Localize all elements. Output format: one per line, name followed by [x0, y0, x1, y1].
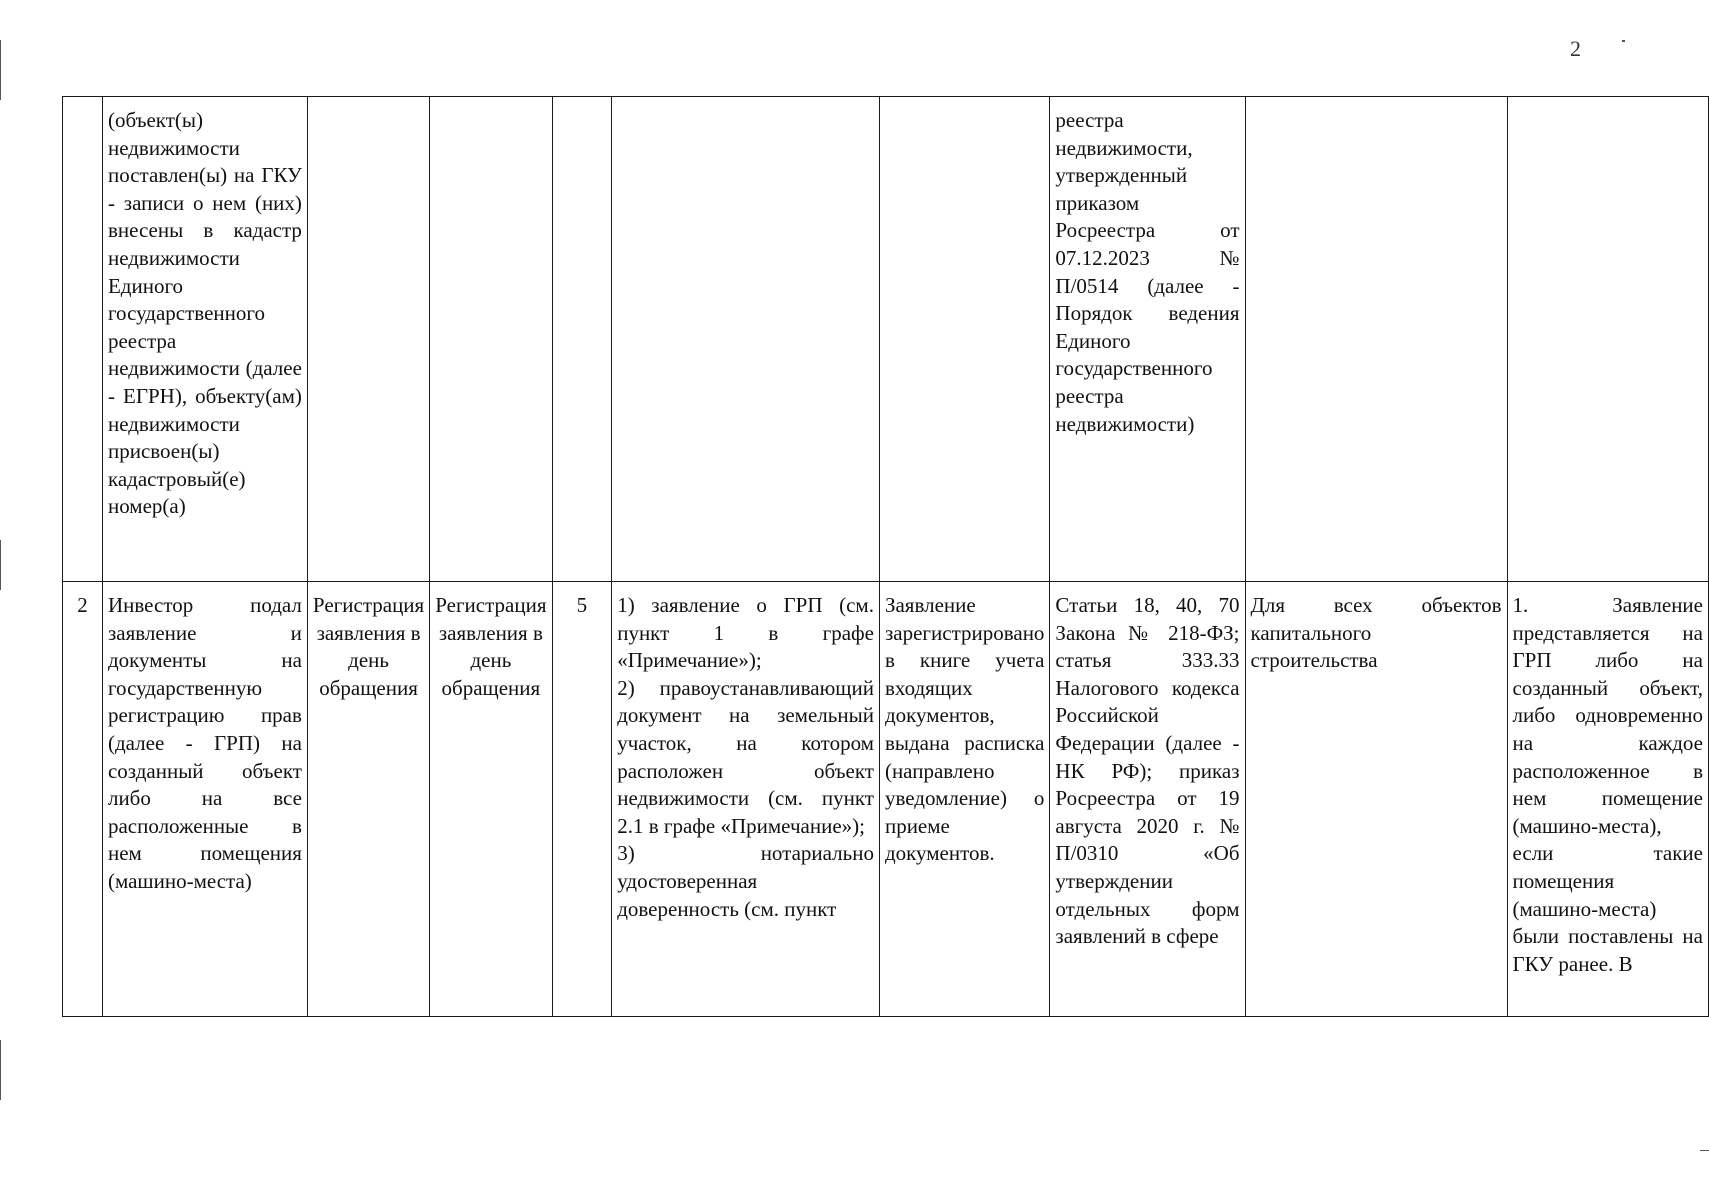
cell-row1-days [552, 97, 612, 582]
cell-row1-result [879, 97, 1049, 582]
cell-row2-number: 2 [63, 582, 103, 1017]
page-number: 2 [1570, 36, 1581, 61]
cell-row1-documents [612, 97, 880, 582]
table-row [63, 582, 1709, 1017]
cell-row2-applicability: Для всех объектов капитального строительства [1245, 582, 1507, 1017]
procedure-table [62, 96, 1709, 1017]
cell-row2-term-b: Регистрация заявления в день обращения [430, 582, 552, 1017]
cell-row2-result: Заявление зарегистрировано в книге учета входящих документов, выдана расписка (направлено уведомление) о приеме документов. [879, 582, 1049, 1017]
cell-row1-term-a [307, 97, 429, 582]
table-row [63, 97, 1709, 582]
cell-row1-stage-description: (объект(ы) недвижимости поставлен(ы) на ГКУ - записи о нем (них) внесены в кадастр недвижимости Единого государственного реестра недвижимости (далее - ЕГРН), объекту(ам) недвижимости присвоен(ы) кадастровый(е) номер(а) [102, 97, 307, 582]
cell-row2-documents: 1) заявление о ГРП (см. пункт 1 в графе «Примечание»); 2) правоустанавливающий документ на земельный участок, на котором расположен объект недвижимости (см. пункт 2.1 в графе «Примечание»); 3) нотариально удостоверенная доверенность (см. пункт [612, 582, 880, 1017]
scan-edge-mark-left-2 [0, 540, 1, 590]
cell-row1-note [1507, 97, 1708, 582]
scan-edge-mark-left-3 [0, 1040, 1, 1100]
cell-row2-note: 1. Заявление представляется на ГРП либо на созданный объект, либо одновременно на каждое расположенное в нем помещение (машино-места), если такие помещения (машино-места) были поставлены на ГКУ ранее. В [1507, 582, 1708, 1017]
cell-row1-number [63, 97, 103, 582]
cell-row1-term-b [430, 97, 552, 582]
cell-row2-days: 5 [552, 582, 612, 1017]
cell-row1-applicability [1245, 97, 1507, 582]
scan-edge-mark-right [1700, 1150, 1709, 1151]
cell-row2-legal-basis: Статьи 18, 40, 70 Закона № 218-ФЗ; статья 333.33 Налогового кодекса Российской Федерации (далее - НК РФ); приказ Росреестра от 19 августа 2020 г. № П/0310 «Об утверждении отдельных форм заявлений в сфере [1050, 582, 1245, 1017]
cell-row2-stage-description: Инвестор подал заявление и документы на государственную регистрацию прав (далее - ГРП) на созданный объект либо на все расположенные в нем помещения (машино-места) [102, 582, 307, 1017]
scan-edge-mark-left-1 [0, 40, 1, 100]
cell-row1-legal-basis: реестра недвижимости, утвержденный приказом Росреестра от 07.12.2023 № П/0514 (далее - Порядок ведения Единого государственного реестра недвижимости) [1050, 97, 1245, 582]
cell-row2-term-a: Регистрация заявления в день обращения [307, 582, 429, 1017]
scan-edge-mark-top [1622, 40, 1625, 42]
